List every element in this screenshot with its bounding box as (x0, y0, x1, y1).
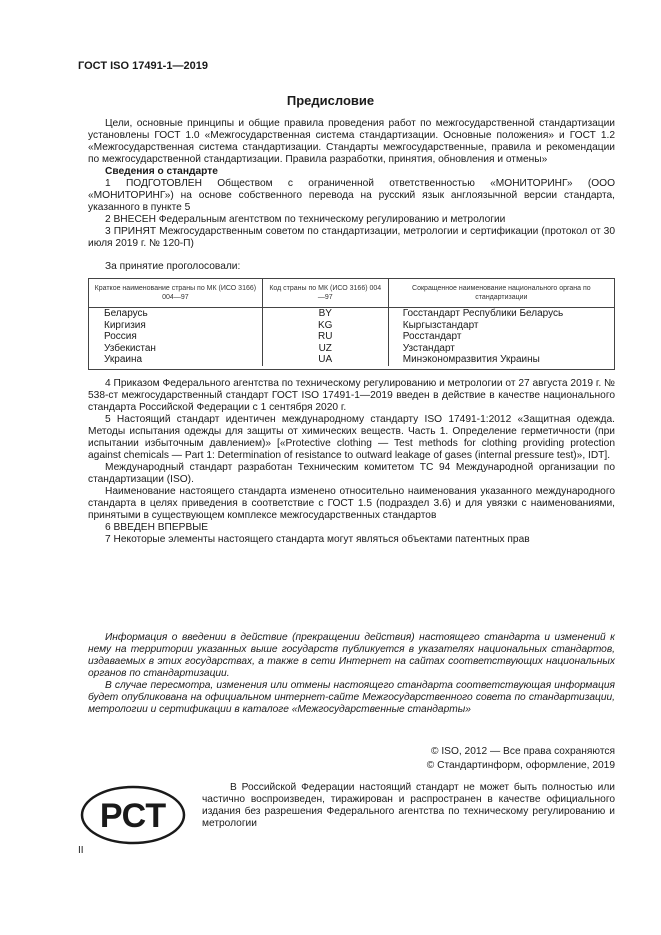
cell-body: Минэкономразвития Украины (402, 354, 540, 365)
vote-intro: За принятие проголосовали: (105, 261, 241, 272)
vote-table (88, 278, 615, 370)
cell-country: Беларусь (104, 308, 148, 319)
copyright-iso: © ISO, 2012 — Все права сохраняются (431, 746, 615, 757)
item-5-note-1: Международный стандарт разработан Техническим комитетом ТС 94 Международной организации по стандартизации (ISO). (88, 461, 615, 485)
vote-header-body: Сокращенное наименование национального органа по стандартизации (388, 279, 614, 308)
rst-certification-logo-icon (80, 785, 186, 845)
page-number: II (78, 845, 84, 856)
reproduction-notice: В Российской Федерации настоящий стандарт не может быть полностью или частично воспроизведен, тиражирован и распространен в качестве официального издания без разрешения Федерального агентства по техническому регулированию и метрологии (202, 782, 615, 829)
intro-paragraph: Цели, основные принципы и общие правила проведения работ по межгосударственной стандартизации установлены ГОСТ 1.0 «Межгосударственная система стандартизации. Основные положения» и ГОСТ 1.2 «Межгосударственная система стандартизации. Стандарты межгосударственные, правила и рекомендации по межгосударственной стандартизации. Правила разработки, принятия, обновления и отмены» (88, 118, 615, 165)
logo-text: РСТ (99, 797, 167, 835)
item-7: 7 Некоторые элементы настоящего стандарта могут являться объектами патентных прав (105, 533, 530, 545)
vote-header-country: Краткое наименование страны по МК (ИСО 3166) 004—97 (89, 279, 262, 308)
main-body (88, 118, 615, 546)
item-1: 1 ПОДГОТОВЛЕН Обществом с ограниченной ответственностью «МОНИТОРИНГ» (ООО «МОНИТОРИНГ») на основе собственного перевода на русский язык англоязычной версии стандарта, указанного в пункте 5 (88, 178, 615, 213)
table-row (89, 331, 614, 343)
cell-code: UZ (262, 343, 388, 355)
section-heading: Сведения о стандарте (105, 166, 218, 177)
copyright-standartinform: © Стандартинформ, оформление, 2019 (426, 760, 615, 771)
info-note-2: В случае пересмотра, изменения или отмены настоящего стандарта соответствующая информация будет опубликована на официальном интернет-сайте Межгосударственного совета по стандартизации, метрологии и сертификации в каталоге «Межгосударственные стандарты» (88, 680, 615, 715)
vote-header-code: Код страны по МК (ИСО 3166) 004—97 (262, 279, 388, 308)
item-5: 5 Настоящий стандарт идентичен международному стандарту ISO 17491-1:2012 «Защитная одежда. Методы испытания одежды для защиты от химических веществ. Часть 1. Определение герметичности (при испытании избыточным давлением)» [«Protective clothing — Test methods for clothing providing protection against chemicals — Part 1: Determination of resistance to outward leakage of gases (internal pressure test)», IDT]. (88, 413, 615, 461)
table-row (89, 343, 614, 355)
table-row (89, 308, 614, 320)
item-2: 2 ВНЕСЕН Федеральным агентством по техническому регулированию и метрологии (105, 214, 506, 225)
item-6: 6 ВВЕДЕН ВПЕРВЫЕ (105, 521, 209, 533)
cell-country: Россия (104, 331, 137, 342)
info-note-1: Информация о введении в действие (прекращении действия) настоящего стандарта и изменений к нему на территории указанных выше государств публикуется в указателях национальных стандартов, издаваемых в этих государствах, а также в сети Интернет на сайтах соответствующих национальных органов по стандартизации. (88, 632, 615, 679)
cell-code: UA (262, 354, 388, 366)
cell-country: Киргизия (104, 319, 146, 331)
cell-code: KG (262, 320, 388, 332)
item-4: 4 Приказом Федерального агентства по техническому регулированию и метрологии от 27 августа 2019 г. № 538-ст межгосударственный стандарт ГОСТ ISO 17491-1—2019 введен в действие в качестве национального стандарта Российской Федерации с 1 сентября 2020 г. (88, 377, 615, 413)
cell-code: RU (262, 331, 388, 343)
item-3: 3 ПРИНЯТ Межгосударственным советом по стандартизации, метрологии и сертификации (протокол от 30 июля 2019 г. № 120-П) (88, 226, 615, 249)
doc-code: ГОСТ ISO 17491-1—2019 (78, 60, 208, 72)
cell-body: Госстандарт Республики Беларусь (402, 308, 564, 319)
info-notes (88, 632, 615, 716)
cell-body: Кыргызстандарт (402, 319, 479, 331)
cell-body: Росстандарт (402, 331, 462, 342)
cell-body: Узстандарт (402, 342, 455, 354)
cell-country: Узбекистан (104, 342, 156, 354)
page-title: Предисловие (286, 93, 375, 108)
cell-code: BY (262, 308, 388, 320)
copyright-block (427, 745, 615, 773)
table-row (89, 354, 614, 366)
cell-country: Украина (104, 354, 143, 365)
table-row (89, 320, 614, 332)
item-5-note-2: Наименование настоящего стандарта изменено относительно наименования указанного международного стандарта в целях приведения в соответствие с ГОСТ 1.5 (подраздел 3.6) и для увязки с наименованиями, принятыми в существующем комплексе межгосударственных стандартов (88, 485, 615, 521)
